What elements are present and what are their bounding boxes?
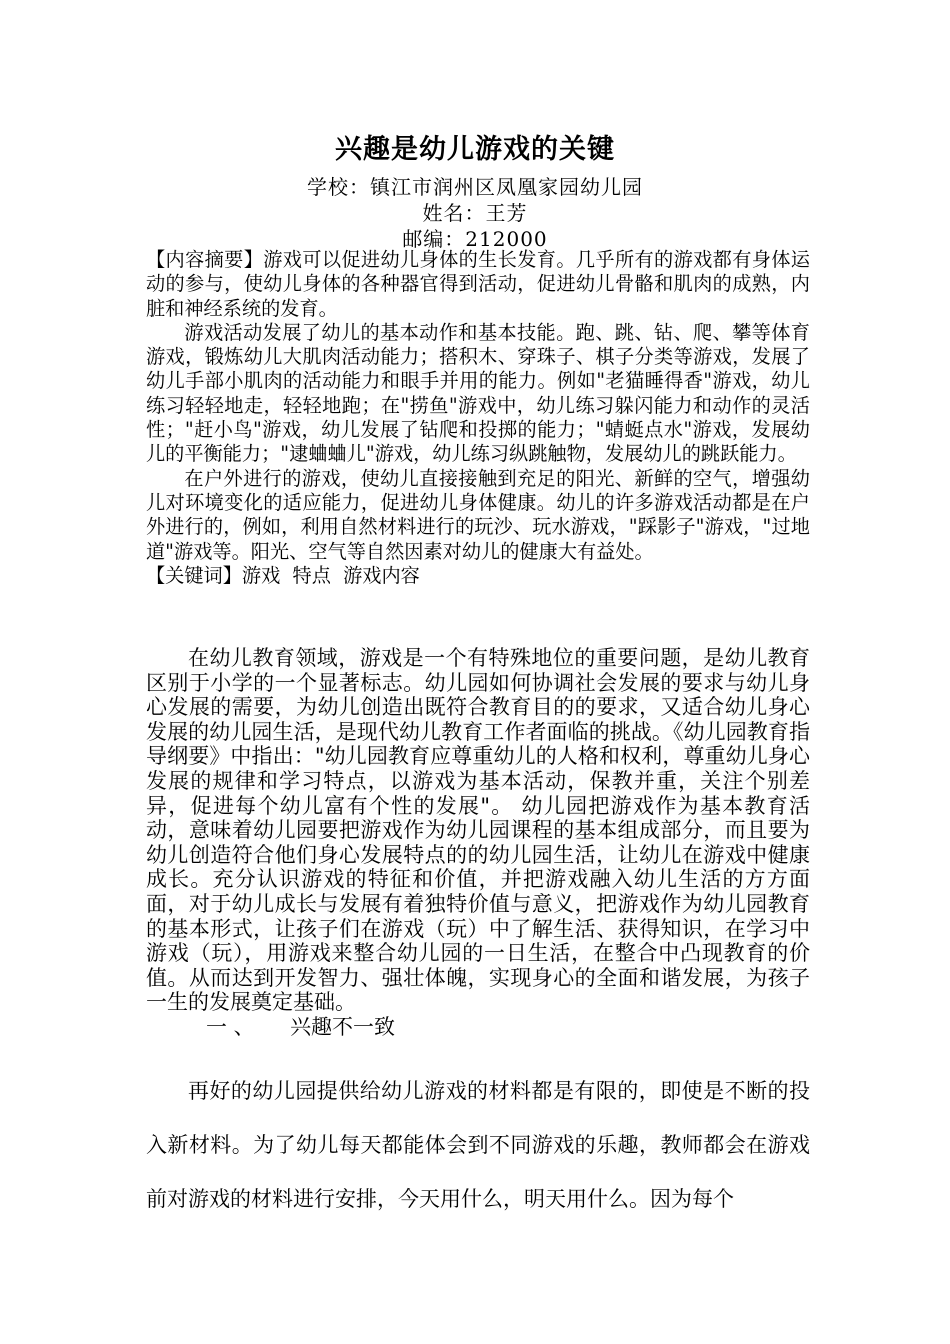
body-paragraph: 在幼儿教育领域，游戏是一个有特殊地位的重要问题，是幼儿教育区别于小学的一个显著标志。幼儿园如何协调社会发展的要求与幼儿身心发展的需要，为幼儿创造出既符合教育目的的要求，又适合幼儿身心发展的幼儿园生活，是现代幼儿教育工作者面临的挑战。《幼儿园教育指导纲要》中指出："幼儿园教育应尊重幼儿的人格和权利，尊重幼儿身心发展的规律和学习特点，以游戏为基本活动，保教并重，关注个别差异，促进每个幼儿富有个性的发展"。 幼儿园把游戏作为基本教育活动，意味着幼儿园要把游戏作为幼儿园课程的基本组成部分，而且要为幼儿创造符合他们身心发展特点的的幼儿园生活，让幼儿在游戏中健康成长。充分认识游戏的特征和价值，并把游戏融入幼儿生活的方方面面，对于幼儿成长与发展有着独特价值与意义，把游戏作为幼儿园教育的基本形式，让孩子们在游戏（玩）中了解生活、获得知识，在学习中游戏（玩），用游戏来整合幼儿园的一日生活，在整合中凸现教育的价值。从而达到开发智力、强壮体魄，实现身心的全面和谐发展，为孩子一生的发展奠定基础。	[146, 646, 810, 1015]
school-line: 学校：镇江市润州区凤凰家园幼儿园	[307, 175, 643, 199]
section-paragraph: 再好的幼儿园提供给幼儿游戏的材料都是有限的，即使是不断的投入新材料。为了幼儿每天都能体会到不同游戏的乐趣，教师都会在游戏前对游戏的材料进行安排，今天用什么，明天用什么。因为每个	[146, 1079, 810, 1211]
abstract-paragraph: 在户外进行的游戏，使幼儿直接接触到充足的阳光、新鲜的空气，增强幼儿对环境变化的适应能力，促进幼儿身体健康。幼儿的许多游戏活动都是在户外进行的，例如，利用自然材料进行的玩沙、玩水游戏，"踩影子"游戏，"过地道"游戏等。阳光、空气等自然因素对幼儿的健康大有益处。	[146, 466, 810, 563]
abstract-paragraph: 游戏活动发展了幼儿的基本动作和基本技能。跑、跳、钻、爬、攀等体育游戏，锻炼幼儿大肌肉活动能力；搭积木、穿珠子、棋子分类等游戏，发展了幼儿手部小肌肉的活动能力和眼手并用的能力。例如"老猫睡得香"游戏，幼儿练习轻轻地走，轻轻地跑；在"捞鱼"游戏中，幼儿练习躲闪能力和动作的灵活性；"赶小鸟"游戏，幼儿发展了钻爬和投掷的能力；"蜻蜓点水"游戏，发展幼儿的平衡能力；"逮蛐蛐儿"游戏，幼儿练习纵跳触物，发展幼儿的跳跃能力。	[146, 320, 810, 466]
section-body	[146, 1064, 810, 1226]
author-line: 姓名：王芳	[422, 201, 528, 225]
keywords-line: 【关键词】游戏 特点 游戏内容	[146, 563, 420, 587]
abstract-section	[146, 248, 810, 588]
section-number: 一 、	[206, 1015, 255, 1039]
body-section	[146, 646, 810, 1015]
section-heading	[206, 1014, 395, 1040]
section-title: 兴趣不一致	[290, 1015, 396, 1039]
document-title: 兴趣是幼儿游戏的关键	[335, 134, 615, 165]
abstract-paragraph: 【内容摘要】游戏可以促进幼儿身体的生长发育。几乎所有的游戏都有身体运动的参与，使幼儿身体的各种器官得到活动，促进幼儿骨骼和肌肉的成熟，内脏和神经系统的发育。	[146, 248, 810, 320]
zip-line: 邮编：212000	[402, 227, 548, 251]
